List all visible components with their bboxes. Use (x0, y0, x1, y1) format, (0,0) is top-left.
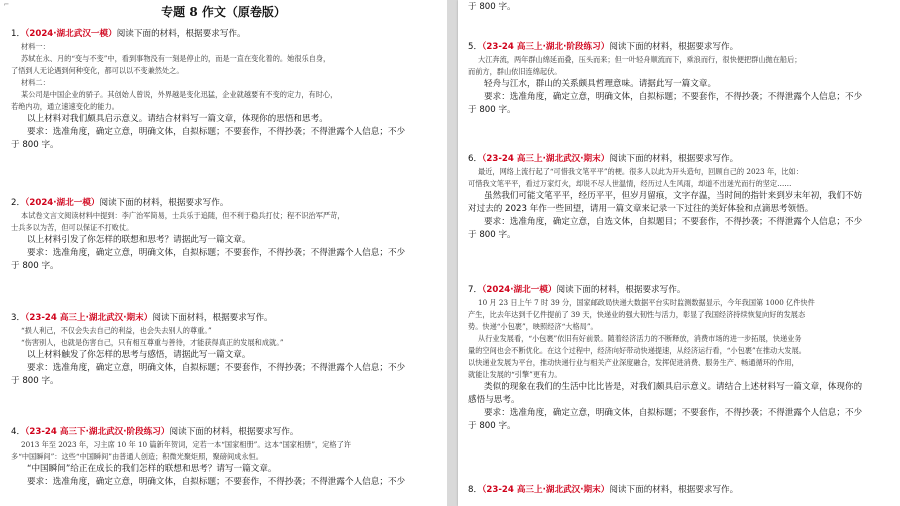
question-number: 5． (468, 42, 483, 52)
question-block (468, 41, 886, 117)
question-text-line: 以快递业发展为平台，推动快递行业与相关产业深度融合，发挥促进消费、服务生产、畅通循环的作用， (468, 358, 799, 367)
question-number: 7． (468, 285, 483, 295)
page-corner-mark: ⌐ (4, 0, 9, 9)
question-text-line: 要求：选准角度，确定立意，明确文体，自拟标题；不要套作，不得抄袭；不得泄露个人信息；不少 (484, 408, 863, 418)
question-header (468, 153, 886, 166)
question-text-line: 某公司是中国企业的骄子。其创始人曾说，外界越是变化迅猛，企业就越要有不变的定力，有时心， (21, 90, 338, 99)
question-text-line: “伤害别人，也就是伤害自己，只有相互尊重与善待，才能获得真正的发展和成就。” (21, 338, 284, 347)
question-number: 4． (11, 427, 26, 437)
question-prompt: 阅读下面的材料，根据要求写作。 (99, 198, 229, 208)
question-text-line: 要求：选准角度，确定立意，明确文体，自拟标题；不要套作，不得抄袭；不得泄露个人信息；不少 (27, 248, 406, 258)
question-text-line: 量的空间也会不断优化。在这个过程中，经济向好带动快递提速，从经济运行看，“小包裹”在推动大发展。 (468, 346, 806, 355)
question-number: 8． (468, 485, 483, 495)
question-prompt: 阅读下面的材料，根据要求写作。 (556, 285, 686, 295)
question-text-line: 以上材料触发了你怎样的思考与感悟，请据此写一篇文章。 (27, 350, 251, 360)
question-source: （23-24 高三上·湖北武汉·期末） (482, 154, 610, 164)
question-text-line: 要求：选准角度，确定立意，明确文体，自拟标题；不要套作，不得抄袭；不得泄露个人信息；不少 (27, 127, 406, 137)
question-source: （2024·湖北一模） (25, 198, 100, 208)
question-header (11, 28, 433, 41)
question-text-line: 感悟与思考。 (468, 395, 520, 405)
question-text-line: 虽然我们可能文笔平平，经历平平，但岁月留痕，文字存温，当时间的指针来到岁末年初，我们不妨 (484, 191, 863, 201)
question-number: 2． (11, 198, 26, 208)
continued-text (468, 1, 886, 14)
question-text-line: 于 800 字。 (11, 376, 59, 386)
question-text-line: 10 月 23 日上午 7 时 39 分，国家邮政局快递大数据平台实时监测数据显示，今年我国第 1000 亿件快件 (478, 298, 815, 307)
document-title: 专题 8 作文（原卷版） (161, 5, 286, 19)
page-gap (447, 0, 458, 506)
question-header (11, 197, 433, 210)
question-text-line: 要求：选准角度，确定立意，明确文体，自拟标题；不要套作，不得抄袭；不得泄露个人信息；不少 (27, 477, 406, 487)
question-block (468, 153, 886, 242)
question-text-line: 士兵多以为苦，但可以保证不打败仗。 (11, 223, 134, 232)
question-text-line: 材料一： (21, 42, 50, 51)
question-text-line: 本试卷文言文阅读材料中提到：李广治军简易，士兵乐于追随，但不利于稳兵打仗；程不识治军严苛， (21, 211, 345, 220)
question-source: （2024·湖北一模） (482, 285, 557, 295)
question-text-line: 势。快递“小包裹”，映照经济“大格局”。 (468, 322, 598, 331)
question-text-line: 产生，比去年达到千亿件提前了 39 天，快递业的强大韧性与活力，彰显了我国经济持续恢复向好的发展态 (468, 310, 806, 319)
question-text-line: 类似的现象在我们的生活中比比皆是，对我们颇具启示意义。请结合上述材料写一篇文章，体现你的 (484, 382, 863, 392)
question-prompt: 阅读下面的材料，根据要求写作。 (609, 485, 739, 495)
question-text-line: 多“中国瞬间”：这些“中国瞬间”由普通人创造；积微光聚炬照，聚磅间成永恒。 (11, 452, 263, 461)
question-number: 1． (11, 29, 26, 39)
question-header (468, 284, 886, 297)
question-text-line: 大江奔流，两年群山绵延而叠，压头而来；但一叶轻舟顺流而下，乘浪而行，很快便把群山抛在船后； (478, 55, 802, 64)
question-text-line: 要求：选准角度，确定立意，自选文体，自拟题目；不要套作，不得抄袭；不得泄露个人信息；不少 (484, 217, 863, 227)
question-number: 6． (468, 154, 483, 164)
question-text-line: “损人利己，不仅会失去自己的利益，也会失去别人的尊重。” (21, 326, 212, 335)
question-text-line: 最近，网络上流行起了“可惜我文笔平平”的梗。很多人以此为开头造句，回顾自己的 2023 年，比如： (478, 167, 803, 176)
question-text-line: 于 800 字。 (468, 421, 516, 431)
question-text-line: 可惜我文笔平平，看过万家灯火，却说不尽人世温情，经历过人生风雨，却道不出迷光而行的坚定…… (468, 179, 792, 188)
question-source: （23-24 高三上·湖北武汉·期末） (482, 485, 610, 495)
question-block (468, 284, 886, 433)
question-number: 3． (11, 313, 26, 323)
question-text-line: 对过去的 2023 年作一些回望，请用一篇文章来记录一下过往的美好体验和点滴思考领悟。 (468, 204, 814, 214)
question-block (11, 28, 433, 152)
question-text-line: 于 800 字。 (11, 261, 59, 271)
question-text-line: 于 800 字。 (468, 105, 516, 115)
question-header (468, 41, 886, 54)
question-header (11, 312, 433, 325)
question-header (11, 426, 433, 439)
question-source: （23-24 高三下·湖北武汉·阶段练习） (25, 427, 170, 437)
document-page-left (0, 0, 447, 506)
question-text-line: 以上材料引发了你怎样的联想和思考？请据此写一篇文章。 (27, 235, 251, 245)
question-block (11, 426, 433, 489)
question-text-line: 从行业发展看，“小包裹”依旧有好前景。随着经济活力的不断释放，消费市场的进一步拓展，快递业务 (478, 334, 802, 343)
question-prompt: 阅读下面的材料，根据要求写作。 (609, 154, 739, 164)
question-text-line: 就能让发展的“引擎”更有力。 (468, 370, 562, 379)
document-page-right (458, 0, 900, 506)
question-text-line: 以上材料对我们颇具启示意义。请结合材料写一篇文章，体现你的思悟和思考。 (27, 114, 328, 124)
question-block (468, 484, 886, 497)
question-prompt: 阅读下面的材料，根据要求写作。 (609, 42, 739, 52)
question-block (11, 312, 433, 388)
question-source: （23-24 高三上·湖北武汉·期末） (25, 313, 153, 323)
question-text-line: 于 800 字。 (468, 230, 516, 240)
question-text-line: 若绝内功，通立速速变化的能力。 (11, 102, 119, 111)
question-text-line: 而前方，群山依旧连绵起伏。 (468, 67, 562, 76)
question-text-line: 要求：选准角度，确定立意，明确文体，自拟标题；不要套作，不得抄袭；不得泄露个人信息；不少 (27, 363, 406, 373)
question-prompt: 阅读下面的材料，根据要求写作。 (169, 427, 299, 437)
question-text-line: 要求：选准角度，确定立意，明确文体，自拟标题；不要套作，不得抄袭；不得泄露个人信息；不少 (484, 92, 863, 102)
question-block (11, 197, 433, 273)
question-text-line: 材料二： (21, 78, 50, 87)
question-text-line: 苏轼在永、月的“变与不变”中，看到事物没有一刻是停止的，而是一直在变化着的。她很乐自身， (21, 54, 331, 63)
question-source: （23-24 高三上·湖北·阶段练习） (482, 42, 610, 52)
question-header (468, 484, 886, 497)
question-text-line: 2013 年至 2023 年，习主席 10 年 10 篇新年贺词，定若一本“国家相册”。这本“国家相册”，定格了许 (21, 440, 351, 449)
question-prompt: 阅读下面材料，根据要求写作。 (152, 313, 273, 323)
question-text-line: 轻舟与江水，群山的关系颇具哲理意味。请据此写一篇文章。 (484, 79, 717, 89)
question-text-line: 于 800 字。 (11, 140, 59, 150)
question-prompt: 阅读下面的材料，根据要求写作。 (116, 29, 246, 39)
question-text-line: 了悟到人无论遇到何种变化，都可以以不变兼然处之。 (11, 66, 184, 75)
question-text-line: “中国瞬间”给正在成长的我们怎样的联想和思考？请写一篇文章。 (27, 464, 277, 474)
question-source: （2024·湖北武汉一模） (25, 29, 117, 39)
continued-line: 于 800 字。 (468, 2, 516, 12)
